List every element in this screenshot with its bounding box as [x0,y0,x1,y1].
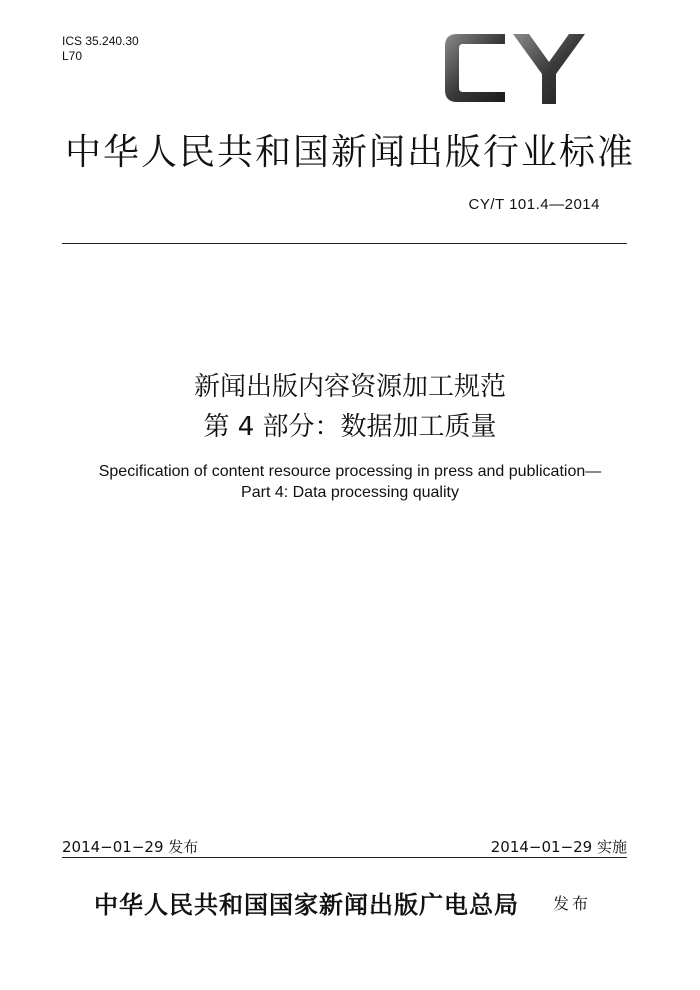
standard-category-title: 中华人民共和国新闻出版行业标准 [64,132,635,173]
bottom-divider [62,857,627,858]
top-divider [62,243,627,244]
publish-date: 2014−01−29 发布 [62,838,199,856]
cy-logo [443,30,593,108]
standard-code: CY/T 101.4—2014 [468,196,600,213]
document-title-cn-line1: 新闻出版内容资源加工规范 [193,372,506,402]
ics-block [62,34,139,64]
issue-label: 发布 [553,894,592,913]
implement-date: 2014−01−29 实施 [490,838,627,856]
ics-code: ICS 35.240.30 [62,34,139,48]
document-title-cn-line2: 第 4 部分：数据加工质量 [203,412,497,442]
classification-code: L70 [62,49,83,63]
document-title-en-line1: Specification of content resource processing in press and publication— [98,463,602,480]
document-title-en-line2: Part 4: Data processing quality [241,484,459,501]
issuing-authority: 中华人民共和国国家新闻出版广电总局 [94,890,519,919]
